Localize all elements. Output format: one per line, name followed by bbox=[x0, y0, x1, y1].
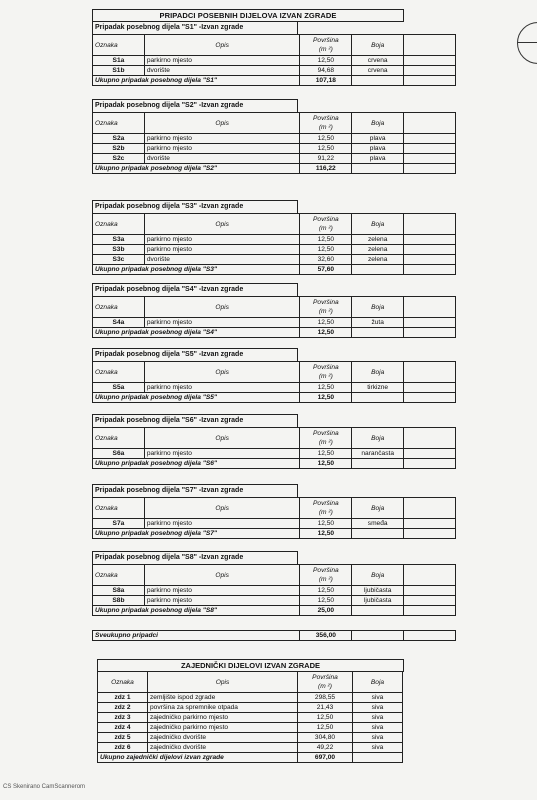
table-row bbox=[98, 693, 403, 703]
section-total-label: Ukupno pripadak posebnog dijela "S6" bbox=[93, 459, 300, 469]
row-desc: parkirno mjesto bbox=[144, 596, 300, 606]
common-parts-table bbox=[97, 671, 403, 763]
empty-cell bbox=[404, 328, 456, 338]
row-desc: zajedničko parkirno mjesto bbox=[148, 723, 298, 733]
row-area: 12,50 bbox=[300, 235, 352, 245]
empty-cell bbox=[404, 529, 456, 539]
section-total-value: 12,50 bbox=[300, 529, 352, 539]
row-color: zelena bbox=[352, 245, 404, 255]
row-area: 12,50 bbox=[298, 723, 353, 733]
row-color: siva bbox=[353, 733, 403, 743]
empty-cell bbox=[404, 56, 456, 66]
col-povrsina: Površina (m ²) bbox=[300, 498, 352, 519]
col-oznaka: Oznaka bbox=[93, 565, 145, 586]
row-area: 298,55 bbox=[298, 693, 353, 703]
section-total-label: Ukupno pripadak posebnog dijela "S8" bbox=[93, 606, 300, 616]
table-row bbox=[93, 318, 456, 328]
row-code: S5a bbox=[93, 383, 145, 393]
empty-cell bbox=[352, 76, 404, 86]
col-oznaka: Oznaka bbox=[93, 35, 145, 56]
section-total-value: 107,18 bbox=[300, 76, 352, 86]
row-code: zdz 1 bbox=[98, 693, 148, 703]
row-area: 12,50 bbox=[300, 134, 352, 144]
empty-cell bbox=[404, 245, 456, 255]
row-code: S6a bbox=[93, 449, 145, 459]
empty-cell bbox=[404, 35, 456, 56]
row-desc: zajedničko parkirno mjesto bbox=[148, 713, 298, 723]
col-boja: Boja bbox=[352, 113, 404, 134]
row-code: S7a bbox=[93, 519, 145, 529]
section-title: Pripadak posebnog dijela "S4" -Izvan zgrade bbox=[92, 283, 298, 296]
col-oznaka: Oznaka bbox=[93, 297, 145, 318]
row-color: narančasta bbox=[352, 449, 404, 459]
col-povrsina: Površina (m ²) bbox=[300, 428, 352, 449]
grand-total-label: Sveukupno pripadci bbox=[93, 631, 300, 641]
empty-cell bbox=[404, 318, 456, 328]
page-title: PRIPADCI POSEBNIH DIJELOVA IZVAN ZGRADE bbox=[92, 9, 404, 22]
section-total-label: Ukupno pripadak posebnog dijela "S4" bbox=[93, 328, 300, 338]
row-color: siva bbox=[353, 703, 403, 713]
empty-cell bbox=[404, 565, 456, 586]
row-area: 12,50 bbox=[300, 56, 352, 66]
section-total-value: 116,22 bbox=[300, 164, 352, 174]
section-total-label: Ukupno pripadak posebnog dijela "S1" bbox=[93, 76, 300, 86]
row-color: plava bbox=[352, 144, 404, 154]
empty-cell bbox=[404, 631, 456, 641]
section-title: Pripadak posebnog dijela "S7" -Izvan zgrade bbox=[92, 484, 298, 497]
empty-cell bbox=[404, 76, 456, 86]
table-row bbox=[93, 519, 456, 529]
section-title: Pripadak posebnog dijela "S3" -Izvan zgrade bbox=[92, 200, 298, 213]
empty-cell bbox=[404, 265, 456, 275]
table-row bbox=[98, 723, 403, 733]
section-total-value: 12,50 bbox=[300, 459, 352, 469]
empty-cell bbox=[404, 255, 456, 265]
common-parts-title: ZAJEDNIČKI DIJELOVI IZVAN ZGRADE bbox=[97, 659, 404, 672]
table-row bbox=[93, 56, 456, 66]
col-boja: Boja bbox=[352, 428, 404, 449]
section-block bbox=[92, 348, 456, 403]
section-total-row bbox=[93, 265, 456, 275]
row-desc: površina za spremnike otpada bbox=[148, 703, 298, 713]
table-row bbox=[93, 144, 456, 154]
row-area: 94,68 bbox=[300, 66, 352, 76]
section-block bbox=[92, 551, 456, 616]
section-total-label: Ukupno pripadak posebnog dijela "S3" bbox=[93, 265, 300, 275]
table-row bbox=[98, 713, 403, 723]
row-desc: zemljište ispod zgrade bbox=[148, 693, 298, 703]
col-opis: Opis bbox=[144, 113, 300, 134]
empty-cell bbox=[352, 393, 404, 403]
section-title: Pripadak posebnog dijela "S2" -Izvan zgrade bbox=[92, 99, 298, 112]
table-row bbox=[98, 743, 403, 753]
section-total-row bbox=[93, 76, 456, 86]
col-opis: Opis bbox=[144, 35, 300, 56]
row-color: zelena bbox=[352, 235, 404, 245]
table-row bbox=[93, 66, 456, 76]
row-desc: dvorište bbox=[144, 66, 300, 76]
row-area: 304,80 bbox=[298, 733, 353, 743]
section-block bbox=[92, 200, 456, 275]
row-color: plava bbox=[352, 154, 404, 164]
col-opis: Opis bbox=[144, 362, 300, 383]
common-total-value: 697,00 bbox=[298, 753, 353, 763]
col-povrsina: Površina (m ²) bbox=[300, 214, 352, 235]
row-area: 12,50 bbox=[300, 596, 352, 606]
table-row bbox=[93, 255, 456, 265]
row-code: S3b bbox=[93, 245, 145, 255]
row-color: zelena bbox=[352, 255, 404, 265]
section-block bbox=[92, 21, 456, 86]
row-desc: parkirno mjesto bbox=[144, 134, 300, 144]
section-total-label: Ukupno pripadak posebnog dijela "S5" bbox=[93, 393, 300, 403]
row-desc: zajedničko dvorište bbox=[148, 743, 298, 753]
section-total-row bbox=[93, 459, 456, 469]
row-code: S8a bbox=[93, 586, 145, 596]
row-area: 21,43 bbox=[298, 703, 353, 713]
row-desc: parkirno mjesto bbox=[144, 318, 300, 328]
row-area: 32,60 bbox=[300, 255, 352, 265]
section-block bbox=[92, 99, 456, 174]
empty-cell bbox=[404, 519, 456, 529]
row-color: plava bbox=[352, 134, 404, 144]
row-desc: parkirno mjesto bbox=[144, 235, 300, 245]
section-total-value: 25,00 bbox=[300, 606, 352, 616]
col-povrsina: Površina (m ²) bbox=[300, 113, 352, 134]
row-color: ljubičasta bbox=[352, 586, 404, 596]
section-title: Pripadak posebnog dijela "S6" -Izvan zgrade bbox=[92, 414, 298, 427]
row-desc: parkirno mjesto bbox=[144, 449, 300, 459]
empty-cell bbox=[404, 66, 456, 76]
table-row bbox=[93, 586, 456, 596]
row-code: zdz 6 bbox=[98, 743, 148, 753]
empty-cell bbox=[404, 459, 456, 469]
empty-cell bbox=[404, 362, 456, 383]
row-area: 12,50 bbox=[298, 713, 353, 723]
col-oznaka: Oznaka bbox=[93, 362, 145, 383]
row-area: 12,50 bbox=[300, 519, 352, 529]
col-boja: Boja bbox=[352, 498, 404, 519]
empty-cell bbox=[352, 631, 404, 641]
table-row bbox=[93, 134, 456, 144]
row-desc: zajedničko dvorište bbox=[148, 733, 298, 743]
row-area: 12,50 bbox=[300, 245, 352, 255]
table-row bbox=[93, 235, 456, 245]
row-area: 12,50 bbox=[300, 586, 352, 596]
row-area: 91,22 bbox=[300, 154, 352, 164]
section-title: Pripadak posebnog dijela "S5" -Izvan zgrade bbox=[92, 348, 298, 361]
empty-cell bbox=[404, 297, 456, 318]
table-row bbox=[93, 383, 456, 393]
row-code: S2b bbox=[93, 144, 145, 154]
section-total-label: Ukupno pripadak posebnog dijela "S2" bbox=[93, 164, 300, 174]
empty-cell bbox=[352, 606, 404, 616]
row-area: 49,22 bbox=[298, 743, 353, 753]
section-total-row bbox=[93, 529, 456, 539]
col-povrsina: Površina (m ²) bbox=[300, 35, 352, 56]
row-area: 12,50 bbox=[300, 144, 352, 154]
empty-cell bbox=[404, 449, 456, 459]
col-oznaka: Oznaka bbox=[93, 214, 145, 235]
col-opis: Opis bbox=[144, 428, 300, 449]
empty-cell bbox=[404, 606, 456, 616]
scanner-footer: CS Skenirano CamScannerom bbox=[3, 784, 86, 790]
row-code: zdz 3 bbox=[98, 713, 148, 723]
table-row bbox=[93, 154, 456, 164]
col-povrsina: Površina (m ²) bbox=[298, 672, 353, 693]
col-boja: Boja bbox=[352, 214, 404, 235]
section-total-value: 12,50 bbox=[300, 328, 352, 338]
col-boja: Boja bbox=[352, 362, 404, 383]
col-boja: Boja bbox=[352, 35, 404, 56]
empty-cell bbox=[352, 459, 404, 469]
empty-cell bbox=[404, 393, 456, 403]
empty-cell bbox=[353, 753, 403, 763]
col-povrsina: Površina (m ²) bbox=[300, 362, 352, 383]
empty-cell bbox=[352, 328, 404, 338]
col-povrsina: Površina (m ²) bbox=[300, 297, 352, 318]
row-desc: dvorište bbox=[144, 255, 300, 265]
row-area: 12,50 bbox=[300, 449, 352, 459]
col-opis: Opis bbox=[148, 672, 298, 693]
section-total-value: 57,60 bbox=[300, 265, 352, 275]
empty-cell bbox=[404, 235, 456, 245]
col-oznaka: Oznaka bbox=[93, 498, 145, 519]
row-desc: parkirno mjesto bbox=[144, 586, 300, 596]
col-boja: Boja bbox=[353, 672, 403, 693]
row-desc: parkirno mjesto bbox=[144, 383, 300, 393]
empty-cell bbox=[352, 265, 404, 275]
row-area: 12,50 bbox=[300, 383, 352, 393]
row-color: siva bbox=[353, 693, 403, 703]
section-title: Pripadak posebnog dijela "S1" -Izvan zgrade bbox=[92, 21, 298, 34]
section-block bbox=[92, 283, 456, 338]
section-total-row bbox=[93, 164, 456, 174]
row-code: S3a bbox=[93, 235, 145, 245]
col-opis: Opis bbox=[144, 565, 300, 586]
section-total-row bbox=[93, 328, 456, 338]
row-color: tirkizne bbox=[352, 383, 404, 393]
row-code: S1b bbox=[93, 66, 145, 76]
table-row bbox=[98, 733, 403, 743]
col-boja: Boja bbox=[352, 297, 404, 318]
empty-cell bbox=[404, 134, 456, 144]
grand-total bbox=[92, 630, 456, 641]
section-total-row bbox=[93, 606, 456, 616]
row-area: 12,50 bbox=[300, 318, 352, 328]
col-opis: Opis bbox=[144, 498, 300, 519]
row-code: S2a bbox=[93, 134, 145, 144]
col-opis: Opis bbox=[144, 297, 300, 318]
col-oznaka: Oznaka bbox=[98, 672, 148, 693]
section-block bbox=[92, 414, 456, 469]
empty-cell bbox=[404, 596, 456, 606]
section-total-row bbox=[93, 393, 456, 403]
table-row bbox=[98, 703, 403, 713]
row-desc: parkirno mjesto bbox=[144, 56, 300, 66]
row-code: zdz 4 bbox=[98, 723, 148, 733]
row-color: crvena bbox=[352, 66, 404, 76]
row-color: siva bbox=[353, 713, 403, 723]
empty-cell bbox=[352, 164, 404, 174]
row-code: S2c bbox=[93, 154, 145, 164]
common-total-label: Ukupno zajednički dijelovi izvan zgrade bbox=[98, 753, 298, 763]
row-code: S3c bbox=[93, 255, 145, 265]
table-row bbox=[93, 596, 456, 606]
empty-cell bbox=[404, 383, 456, 393]
col-oznaka: Oznaka bbox=[93, 428, 145, 449]
row-color: ljubičasta bbox=[352, 596, 404, 606]
row-color: siva bbox=[353, 723, 403, 733]
row-color: crvena bbox=[352, 56, 404, 66]
section-title: Pripadak posebnog dijela "S8" -Izvan zgrade bbox=[92, 551, 298, 564]
empty-cell bbox=[352, 529, 404, 539]
row-code: S8b bbox=[93, 596, 145, 606]
row-code: S1a bbox=[93, 56, 145, 66]
empty-cell bbox=[404, 113, 456, 134]
col-oznaka: Oznaka bbox=[93, 113, 145, 134]
empty-cell bbox=[404, 214, 456, 235]
row-desc: parkirno mjesto bbox=[144, 144, 300, 154]
col-povrsina: Površina (m ²) bbox=[300, 565, 352, 586]
col-opis: Opis bbox=[144, 214, 300, 235]
row-desc: parkirno mjesto bbox=[144, 245, 300, 255]
empty-cell bbox=[404, 154, 456, 164]
row-code: zdz 2 bbox=[98, 703, 148, 713]
row-color: smeđa bbox=[352, 519, 404, 529]
col-boja: Boja bbox=[352, 565, 404, 586]
row-desc: parkirno mjesto bbox=[144, 519, 300, 529]
row-code: S4a bbox=[93, 318, 145, 328]
table-row bbox=[93, 245, 456, 255]
empty-cell bbox=[404, 164, 456, 174]
section-total-value: 12,50 bbox=[300, 393, 352, 403]
section-block bbox=[92, 484, 456, 539]
page-edge-mark bbox=[517, 22, 537, 64]
grand-total-value: 356,00 bbox=[300, 631, 352, 641]
section-total-label: Ukupno pripadak posebnog dijela "S7" bbox=[93, 529, 300, 539]
row-color: žuta bbox=[352, 318, 404, 328]
empty-cell bbox=[404, 144, 456, 154]
empty-cell bbox=[404, 586, 456, 596]
row-desc: dvorište bbox=[144, 154, 300, 164]
table-row bbox=[93, 449, 456, 459]
empty-cell bbox=[404, 428, 456, 449]
row-code: zdz 5 bbox=[98, 733, 148, 743]
empty-cell bbox=[404, 498, 456, 519]
row-color: siva bbox=[353, 743, 403, 753]
